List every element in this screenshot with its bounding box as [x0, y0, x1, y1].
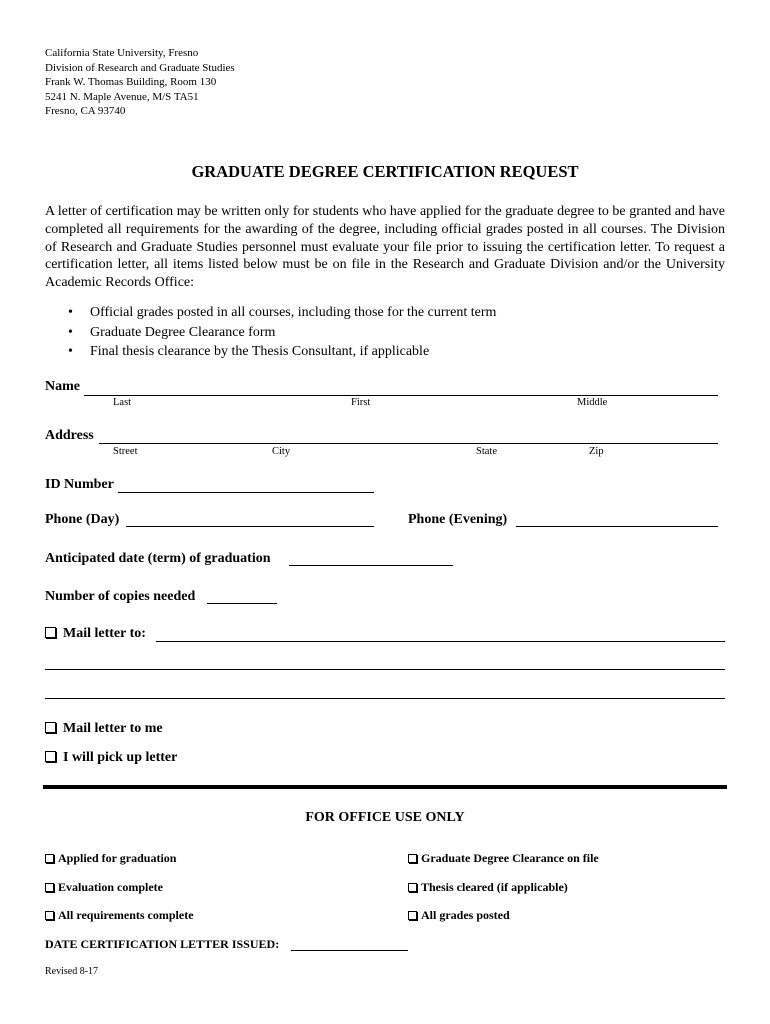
- name-label: Name: [45, 379, 80, 394]
- list-item: • Graduate Degree Clearance form: [68, 323, 496, 343]
- checkbox-icon[interactable]: [45, 854, 54, 863]
- name-field[interactable]: [84, 395, 718, 396]
- office-use-heading: FOR OFFICE USE ONLY: [305, 810, 465, 825]
- address-state-caption: State: [476, 446, 497, 457]
- section-divider: [43, 785, 727, 789]
- mail-to-me-label: Mail letter to me: [63, 721, 163, 736]
- address-line: Frank W. Thomas Building, Room 130: [45, 76, 217, 88]
- address-city-caption: City: [272, 446, 291, 457]
- date-issued-label: DATE CERTIFICATION LETTER ISSUED:: [45, 937, 280, 951]
- name-first-caption: First: [351, 397, 371, 408]
- checkbox-icon[interactable]: [408, 854, 417, 863]
- address-street-caption: Street: [113, 446, 138, 457]
- pickup-label: I will pick up letter: [63, 750, 178, 765]
- mail-to-field[interactable]: [156, 641, 725, 642]
- checkbox-icon[interactable]: [45, 883, 54, 892]
- mail-to-option[interactable]: [45, 626, 146, 642]
- checkbox-icon[interactable]: [45, 627, 56, 638]
- bullet-icon: •: [68, 344, 73, 359]
- office-check-grades[interactable]: All grades posted: [408, 908, 510, 923]
- address-label: Address: [45, 428, 94, 443]
- mail-to-me-option[interactable]: [45, 721, 163, 737]
- checkbox-icon[interactable]: [45, 751, 56, 762]
- id-number-label: ID Number: [45, 477, 114, 492]
- requirements-list: [68, 303, 496, 362]
- phone-day-field[interactable]: [126, 526, 374, 527]
- checkbox-icon[interactable]: [45, 722, 56, 733]
- date-issued-field[interactable]: [291, 950, 408, 951]
- address-field[interactable]: [99, 443, 718, 444]
- list-item: • Official grades posted in all courses, including those for the current term: [68, 303, 496, 323]
- id-number-field[interactable]: [118, 492, 374, 493]
- checkbox-icon[interactable]: [408, 911, 417, 920]
- graduation-date-label: Anticipated date (term) of graduation: [45, 551, 271, 566]
- address-line: California State University, Fresno: [45, 47, 199, 59]
- office-check-evaluation[interactable]: Evaluation complete: [45, 880, 163, 895]
- phone-evening-field[interactable]: [516, 526, 718, 527]
- bullet-icon: •: [68, 324, 73, 340]
- bullet-icon: •: [68, 305, 73, 320]
- office-check-applied[interactable]: Applied for graduation: [45, 851, 176, 866]
- address-line: Division of Research and Graduate Studies: [45, 61, 235, 74]
- office-check-thesis[interactable]: Thesis cleared (if applicable): [408, 880, 568, 895]
- name-last-caption: Last: [113, 397, 132, 408]
- phone-day-label: Phone (Day): [45, 512, 120, 527]
- office-address: [45, 46, 235, 119]
- page-title: GRADUATE DEGREE CERTIFICATION REQUEST: [191, 162, 579, 181]
- checkbox-icon[interactable]: [408, 883, 417, 892]
- graduation-date-field[interactable]: [289, 565, 453, 566]
- checkbox-icon[interactable]: [45, 911, 54, 920]
- name-middle-caption: Middle: [577, 397, 608, 408]
- copies-field[interactable]: [207, 603, 277, 604]
- office-check-clearance[interactable]: Graduate Degree Clearance on file: [408, 851, 599, 866]
- mail-to-label: Mail letter to:: [63, 626, 146, 641]
- mail-to-field-line-2[interactable]: [45, 669, 725, 670]
- address-line: Fresno, CA 93740: [45, 105, 126, 117]
- office-check-requirements[interactable]: All requirements complete: [45, 908, 194, 923]
- intro-paragraph: A letter of certification may be written only for students who have applied for the graduate degree to be granted and have completed all requirements for the awarding of the degree, including official grades posted in all courses. The Division of Research and Graduate Studies personnel must evaluate your file prior to issuing the certification letter. To request a certification letter, all items listed below must be on file in the Research and Graduate Division and/or the University Academic Records Office:: [45, 204, 725, 291]
- address-zip-caption: Zip: [589, 446, 604, 457]
- address-line: 5241 N. Maple Avenue, M/S TA51: [45, 90, 199, 103]
- phone-evening-label: Phone (Evening): [408, 512, 508, 527]
- copies-label: Number of copies needed: [45, 589, 196, 604]
- list-item: • Final thesis clearance by the Thesis Consultant, if applicable: [68, 342, 496, 362]
- revision-note: Revised 8-17: [45, 966, 99, 977]
- mail-to-field-line-3[interactable]: [45, 698, 725, 699]
- pickup-option[interactable]: [45, 750, 177, 766]
